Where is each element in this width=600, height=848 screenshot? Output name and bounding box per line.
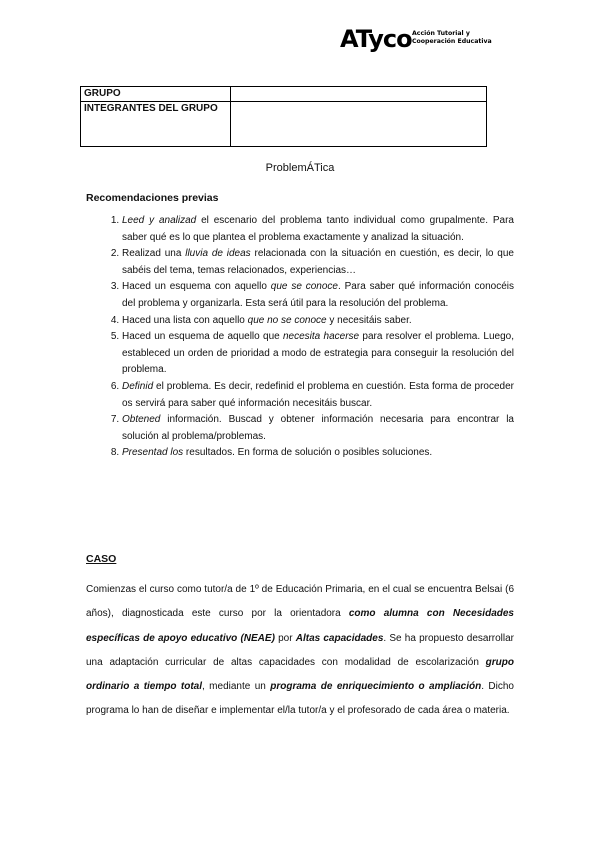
list-item: 7. Obtened información. Buscad y obtener información necesaria para encontrar la solución al problema/problemas. bbox=[122, 412, 514, 445]
logo-brand: ATyco bbox=[340, 25, 412, 53]
recommendations-list bbox=[86, 213, 514, 462]
recommendations-heading: Recomendaciones previas bbox=[86, 192, 219, 204]
group-label: GRUPO bbox=[81, 87, 231, 102]
members-row bbox=[81, 102, 487, 147]
case-heading: CASO bbox=[86, 553, 117, 565]
list-item: 3. Haced un esquema con aquello que se conoce. Para saber qué información conocéis del problema y organizarla. Esta será útil para la resolución del problema. bbox=[122, 279, 514, 312]
page-title: ProblemÁTica bbox=[265, 162, 335, 174]
list-item: 4. Haced una lista con aquello que no se conoce y necesitáis saber. bbox=[122, 313, 514, 330]
logo bbox=[340, 26, 510, 52]
list-item: 1. Leed y analizad el escenario del problema tanto individual como grupalmente. Para saber qué es lo que plantea el problema exactamente y analizad la situación. bbox=[122, 213, 514, 246]
list-item: 8. Presentad los resultados. En forma de solución o posibles soluciones. bbox=[122, 445, 514, 462]
members-value bbox=[231, 102, 487, 147]
logo-tagline-line1: Acción Tutorial y bbox=[412, 30, 470, 37]
list-item: 5. Haced un esquema de aquello que necesita hacerse para resolver el problema. Luego, estableced un orden de prioridad a modo de estrategia para conseguir la resolución del problema. bbox=[122, 329, 514, 379]
list-item: 2. Realizad una lluvia de ideas relacionada con la situación en cuestión, es decir, lo que sabéis del tema, temas relacionados, experiencias… bbox=[122, 246, 514, 279]
case-paragraph: Comienzas el curso como tutor/a de 1º de Educación Primaria, en el cual se encuentra Belsai (6 años), diagnosticada este curso por la orientadora como alumna con Necesidades específicas de apoyo educativo (NEAE) por Altas capacidades. Se ha propuesto desarrollar una adaptación curricular de altas capacidades con modalidad de escolarización grupo ordinario a tiempo total, mediante un programa de enriquecimiento o ampliación. Dicho programa lo han de diseñar e implementar el/la tutor/a y el profesorado de cada área o materia. bbox=[86, 584, 514, 717]
group-table bbox=[80, 86, 487, 147]
logo-tagline-line2: Cooperación Educativa bbox=[412, 38, 492, 45]
members-label: INTEGRANTES DEL GRUPO bbox=[81, 102, 231, 147]
group-value bbox=[231, 87, 487, 102]
list-item: 6. Definid el problema. Es decir, redefinid el problema en cuestión. Esta forma de proceder os servirá para saber qué información necesitáis buscar. bbox=[122, 379, 514, 412]
group-row bbox=[81, 87, 487, 102]
logo-tagline bbox=[412, 30, 492, 46]
